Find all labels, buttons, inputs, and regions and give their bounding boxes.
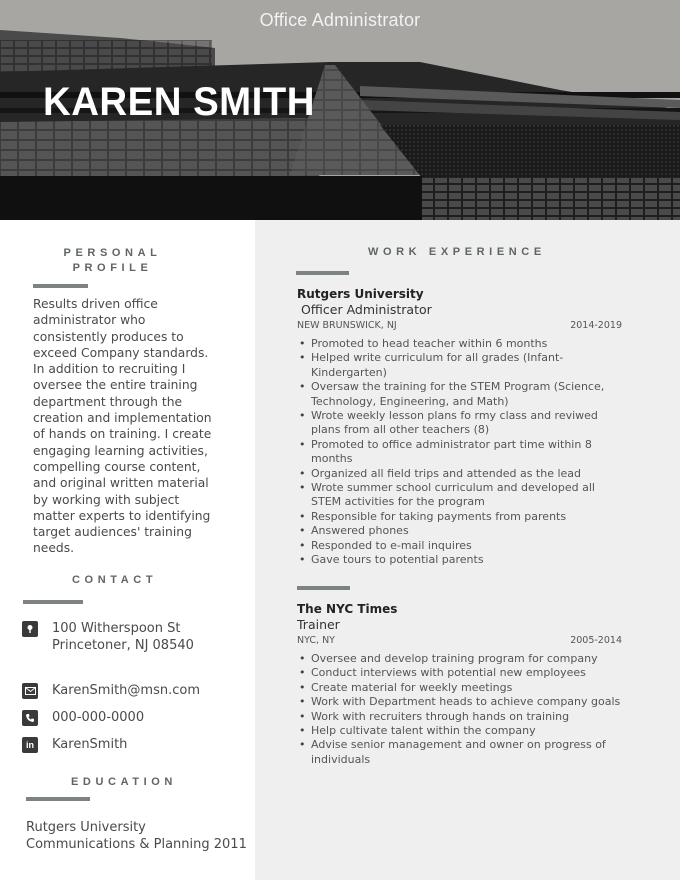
education-school: Rutgers University [26, 820, 146, 835]
job-bullet: • Conduct interviews with potential new employees [311, 666, 622, 680]
section-divider [26, 797, 90, 801]
contact-email [22, 682, 200, 699]
main-content [255, 220, 680, 880]
location-icon [22, 621, 38, 637]
job-meta [297, 633, 622, 649]
education-heading: EDUCATION [71, 776, 177, 788]
job-bullet: • Create material for weekly meetings [311, 681, 622, 695]
section-divider [297, 586, 350, 590]
candidate-name: KAREN SMITH [43, 80, 315, 124]
section-divider [296, 271, 349, 275]
job-bullet: • Helped write curriculum for all grades (Infant-Kindergarten) [311, 351, 622, 380]
job-role: Officer Administrator [297, 302, 432, 317]
education-degree: Communications & Planning 2011 [26, 837, 247, 852]
section-divider [33, 284, 88, 288]
contact-phone [22, 709, 144, 726]
job-bullet: • Work with recruiters through hands on training [311, 710, 622, 724]
job-bullet: • Answered phones [311, 524, 622, 538]
job-company: The NYC Times [297, 602, 398, 616]
job-dates: 2014-2019 [570, 320, 622, 331]
phone-icon [22, 710, 38, 726]
job-entry [297, 601, 622, 767]
sidebar [0, 220, 255, 880]
personal-profile-heading [0, 246, 225, 276]
job-bullet: • Promoted to office administrator part time within 8 months [311, 438, 622, 467]
contact-address [22, 620, 194, 654]
job-bullet: • Responded to e-mail inquires [311, 539, 622, 553]
address-line2: Princetoner, NJ 08540 [52, 638, 194, 653]
address-line1: 100 Witherspoon St [52, 621, 181, 636]
job-location: NEW BRUNSWICK, NJ [297, 320, 397, 331]
phone-number: 000-000-0000 [52, 710, 145, 725]
job-bullet: • Wrote summer school curriculum and developed all STEM activities for the program [311, 481, 622, 510]
header-banner [0, 0, 680, 220]
job-bullet: • Advise senior management and owner on progress of individuals [311, 738, 622, 767]
job-bullet: • Help cultivate talent within the company [311, 724, 622, 738]
job-title: Office Administrator [259, 10, 421, 30]
email-link[interactable]: KarenSmith@msn.com [52, 683, 200, 698]
linkedin-icon: in [22, 737, 38, 753]
job-location: NYC, NY [297, 635, 335, 646]
job-bullet: • Organized all field trips and attended as the lead [311, 467, 622, 481]
profile-summary: Results driven office administrator who consistently produces to exceed Company standards. In addition to recruiting I oversee the entire training department through the creation and implementation of hands on training. I create engaging learning activities, compelling course content, and original written material by working with subject matter experts to identifying target audiences' training needs. [33, 297, 212, 556]
work-experience-heading: WORK EXPERIENCE [368, 246, 546, 258]
job-bullet: • Gave tours to potential parents [311, 553, 622, 567]
job-bullet: • Promoted to head teacher within 6 months [311, 337, 622, 351]
job-role: Trainer [297, 617, 340, 632]
linkedin-handle[interactable]: KarenSmith [52, 737, 128, 752]
job-bullet: • Responsible for taking payments from parents [311, 510, 622, 524]
personal-profile-heading-line2: PROFILE [72, 262, 153, 274]
personal-profile-heading-line1: PERSONAL [63, 247, 162, 259]
job-bullets [297, 337, 622, 568]
job-entry [297, 286, 622, 568]
job-bullet: • Oversaw the training for the STEM Program (Science, Technology, Engineering, and Math) [311, 380, 622, 409]
contact-linkedin [22, 736, 127, 753]
job-bullets [297, 652, 622, 767]
contact-heading: CONTACT [72, 574, 158, 586]
job-bullet: • Wrote weekly lesson plans fo rmy class and reviwed plans from all other teachers (8) [311, 409, 622, 438]
job-meta [297, 318, 622, 334]
job-bullet: • Work with Department heads to achieve company goals [311, 695, 622, 709]
email-icon [22, 683, 38, 699]
section-divider [23, 600, 83, 604]
education-entry [26, 819, 247, 853]
job-company: Rutgers University [297, 287, 424, 301]
job-dates: 2005-2014 [570, 635, 622, 646]
job-bullet: • Oversee and develop training program for company [311, 652, 622, 666]
